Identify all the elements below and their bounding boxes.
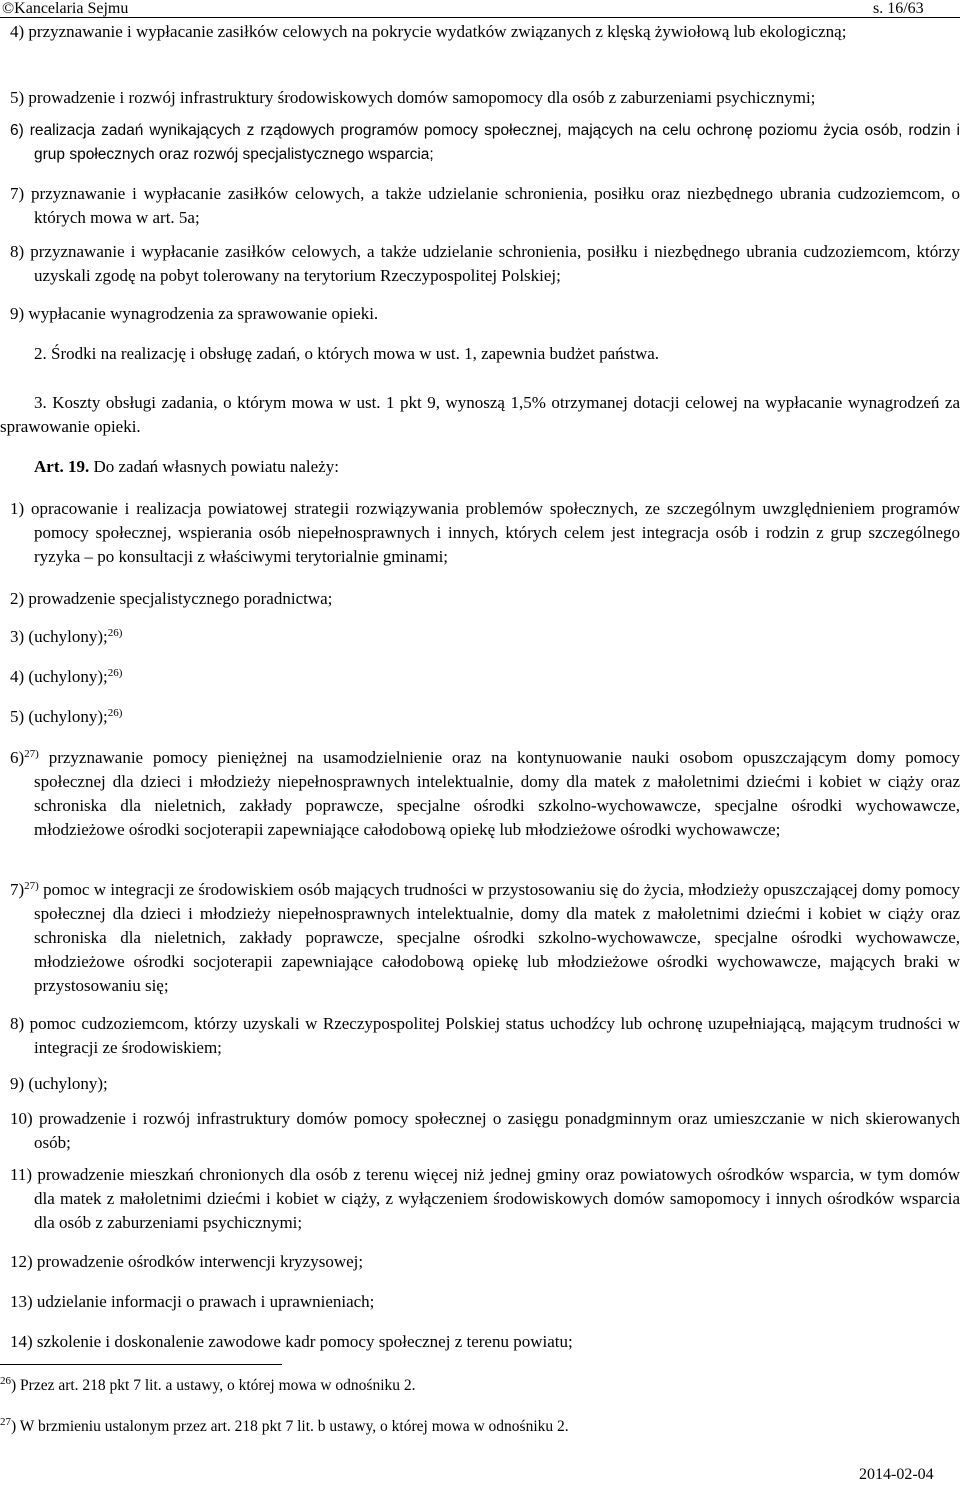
art19-item-3: 3) (uchylony);$^{26)}$ [10,627,123,646]
art18-item-9: 9) wypłacanie wynagrodzenia za sprawowanie opieki. [10,304,379,323]
art19-item-2: 2) prowadzenie specjalistycznego poradnictwa; [10,589,333,608]
footnote-ref[interactable]: 27) [24,880,39,892]
art18-item-8: 8) przyznawanie i wypłacanie zasiłków celowych, a także udzielanie schronienia, posiłku i niezbędnego ubrania cudzoziemcom, którzy uzyskali zgodę na pobyt tolerowany na terytorium Rzeczypospolitej Polskiej; [10,242,960,285]
header-divider [0,17,960,18]
art19-item-8: 8) pomoc cudzoziemcom, którzy uzyskali w Rzeczypospolitej Polskiej status uchodźcy lub ochronę uzupełniającą, mającym trudności w integracji ze środowiskiem; [10,1014,960,1057]
page-header [0,0,960,18]
document-date: 2014-02-04 [859,1466,934,1483]
footnote-ref[interactable]: 26) [107,707,123,719]
art18-item-5: 5) prowadzenie i rozwój infrastruktury środowiskowych domów samopomocy dla osób z zaburzeniami psychicznymi; [10,88,816,107]
art19-item-10: 10) prowadzenie i rozwój infrastruktury domów pomocy społecznej o zasięgu ponadgminnym oraz umieszczanie w nich skierowanych osób; [10,1109,960,1152]
art19-item-4: 4) (uchylony);$^{26)}$ [10,667,123,686]
footnote-ref[interactable]: 26) [107,667,123,679]
art19-item-6: 6)$^{27)}$ przyznawanie pomocy pieniężnej na usamodzielnienie oraz na kontynuowanie nauki osobom opuszczającym domy pomocy społecznej dla dzieci i młodzieży niepełnosprawnych intelektualnie, domy dla matek z małoletnimi dziećmi i kobiet w ciąży oraz schroniska dla nieletnich, zakłady poprawcze, specjalne ośrodki szkolno-wychowawcze, specjalne ośrodki wychowawcze, młodzieżowe ośrodki socjoterapii zapewniające całodobową opiekę lub młodzieżowe ośrodki wychowawcze; [10,748,960,839]
art19-item-11: 11) prowadzenie mieszkań chronionych dla osób z terenu więcej niż jednej gminy oraz powiatowych ośrodków wsparcia, w tym domów dla matek z małoletnimi dziećmi i kobiet w ciąży, z wyłączeniem środowiskowych domów samopomocy i innych ośrodków wsparcia dla osób z zaburzeniami psychicznymi; [10,1165,960,1232]
footnote-27: $^{27}$) W brzmieniu ustalonym przez art. 218 pkt 7 lit. b ustawy, o której mowa w odnośniku 2. [0,1416,569,1435]
article-intro: Do zadań własnych powiatu należy: [89,457,339,476]
footnote-26: $^{26}$) Przez art. 218 pkt 7 lit. a ustawy, o której mowa w odnośniku 2. [0,1375,416,1394]
art18-ust-3: 3. Koszty obsługi zadania, o którym mowa w ust. 1 pkt 9, wynoszą 1,5% otrzymanej dotacji celowej na wypłacanie wynagrodzeń za sprawowanie opieki. [0,393,960,436]
article-label: Art. 19. [34,457,90,476]
copyright-label: ©Kancelaria Sejmu [2,0,129,17]
art19-item-7: 7)$^{27)}$ pomoc w integracji ze środowiskiem osób mających trudności w przystosowaniu się do życia, młodzieży opuszczającej domy pomocy społecznej dla dzieci i młodzieży niepełnosprawnych intelektualnie, domy dla matek z małoletnimi dziećmi i kobiet w ciąży oraz schroniska dla nieletnich, zakłady poprawcze, specjalne ośrodki szkolno-wychowawcze, specjalne ośrodki wychowawcze, młodzieżowe ośrodki socjoterapii zapewniające całodobową opiekę lub młodzieżowe ośrodki wychowawcze, mających braki w przystosowaniu się; [10,880,960,995]
page-number: s. 16/63 [873,0,924,17]
art19-item-14: 14) szkolenie i doskonalenie zawodowe kadr pomocy społecznej z terenu powiatu; [10,1332,573,1351]
footnote-number: 27 [0,1416,11,1428]
footnote-number: 26 [0,1375,11,1387]
art19-item-12: 12) prowadzenie ośrodków interwencji kryzysowej; [10,1252,364,1271]
art19-item-1: 1) opracowanie i realizacja powiatowej strategii rozwiązywania problemów społecznych, ze szczególnym uwzględnieniem programów pomocy społecznej, wspierania osób niepełnosprawnych i innych, których celem jest integracja osób i rodzin z grup szczególnego ryzyka – po konsultacji z właściwymi terytorialnie gminami; [10,499,960,566]
art18-item-7: 7) przyznawanie i wypłacanie zasiłków celowych, a także udzielanie schronienia, posiłku oraz niezbędnego ubrania cudzoziemcom, o których mowa w art. 5a; [10,184,960,227]
footnote-ref[interactable]: 27) [24,748,39,760]
footnote-ref[interactable]: 26) [107,627,123,639]
art19-item-13: 13) udzielanie informacji o prawach i uprawnieniach; [10,1292,375,1311]
art18-ust-2: 2. Środki na realizację i obsługę zadań, o których mowa w ust. 1, zapewnia budżet państwa. [34,344,660,363]
art18-item-4: 4) przyznawanie i wypłacanie zasiłków celowych na pokrycie wydatków związanych z klęską żywiołową lub ekologiczną; [10,22,847,41]
art18-item-6: 6) realizacja zadań wynikających z rządowych programów pomocy społecznej, mających na celu ochronę poziomu życia osób, rodzin i grup społecznych oraz rozwój specjalistycznego wsparcia; [10,122,960,163]
art19-item-5: 5) (uchylony);$^{26)}$ [10,707,123,726]
art19-item-9: 9) (uchylony); [10,1074,108,1093]
art19-heading [0,455,960,479]
footnote-divider [0,1364,282,1365]
